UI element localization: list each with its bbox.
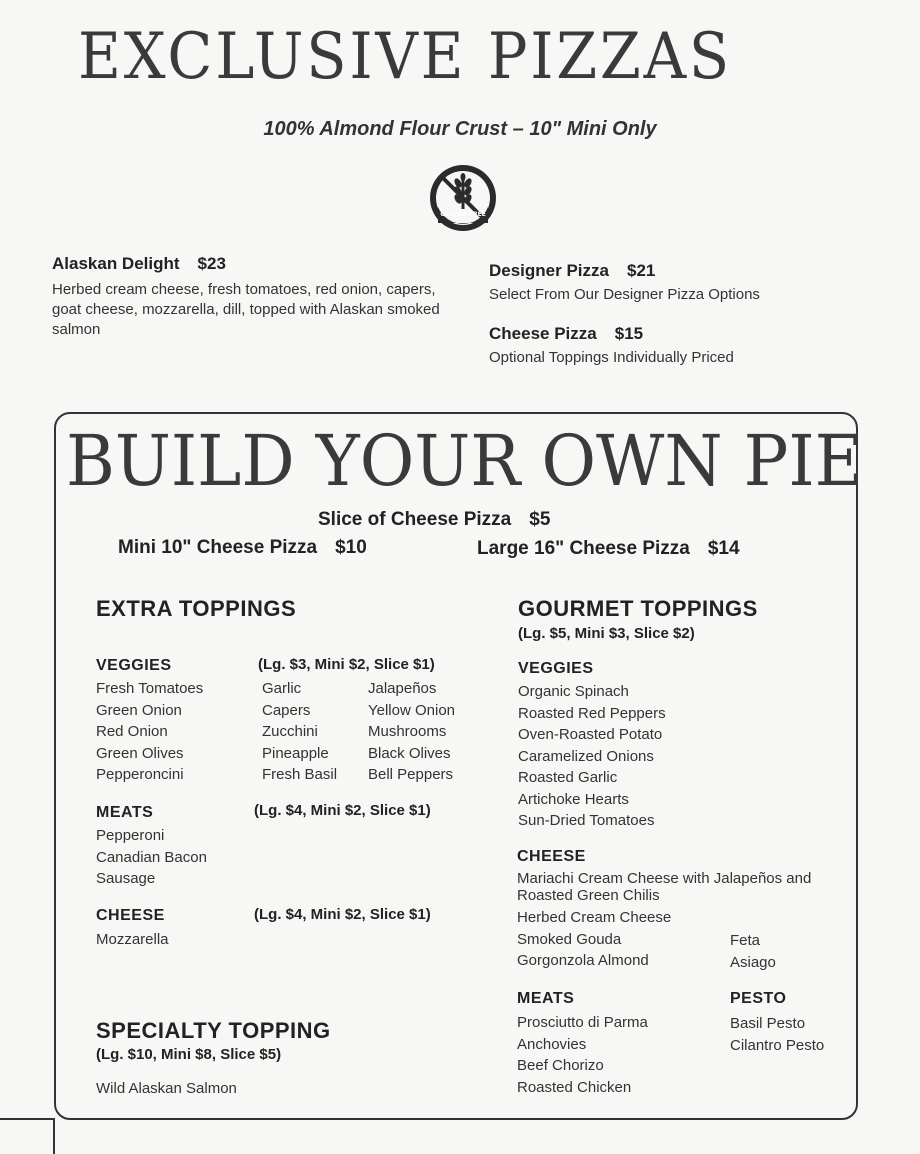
list-item: Zucchini [262,723,318,740]
list-item: Pepperoni [96,827,165,844]
divider [0,1118,54,1120]
item-name: Cheese Pizza [489,324,597,343]
list-item: Green Olives [96,744,184,762]
list-item: Roasted Garlic [518,769,618,786]
item-price: $23 [197,254,226,273]
size-label: Slice of Cheese Pizza [318,509,512,530]
wheat-crossed-icon [428,163,498,233]
list-item: Bell Peppers [368,766,454,783]
crust-subtitle: 100% Almond Flour Crust – 10" Mini Only [263,118,657,140]
list-item: Caramelized Onions [518,747,654,765]
list-item: Red Onion [96,723,168,740]
size-price: $14 [707,538,740,559]
list-item: Sun-Dried Tomatoes [518,812,655,829]
pesto-list [730,1013,824,1056]
pesto-heading: PESTO [730,990,787,1007]
item-description: Herbed cream cheese, fresh tomatoes, red onion, capers, goat cheese, mozzarella, dill, topped with Alaskan smoked salmon [52,281,440,338]
size-large [477,538,740,560]
list-item: Pineapple [262,744,329,762]
list-item: Prosciutto di Parma [517,1014,648,1031]
veggies-list-col3 [368,678,455,786]
cheese-price: (Lg. $4, Mini $2, Slice $1) [254,906,431,923]
list-item: Roasted Chicken [517,1078,632,1096]
section-title: BUILD YOUR OWN PIE [66,420,864,502]
item-price: $21 [627,261,656,280]
list-item: Artichoke Hearts [518,790,629,808]
gourmet-toppings-heading: GOURMET TOPPINGS [518,596,758,621]
veggies-heading: VEGGIES [96,657,172,674]
list-item: Pepperoncini [96,766,184,783]
list-item: Feta [730,932,761,949]
list-item: Smoked Gouda [517,930,622,948]
list-item: Asiago [730,953,776,971]
divider [53,1118,55,1154]
list-item: Green Onion [96,701,182,719]
item-name: Designer Pizza [489,261,609,280]
menu-item-cheese-pizza [489,324,643,344]
list-item: Beef Chorizo [517,1057,604,1074]
list-item: Gorgonzola Almond [517,952,649,969]
list-item: Basil Pesto [730,1015,806,1032]
size-slice [318,509,550,531]
size-label: Mini 10" Cheese Pizza [118,537,318,558]
cheese-list [96,929,169,951]
gourmet-meats-list [517,1012,648,1098]
meats-heading: MEATS [96,804,154,821]
size-price: $5 [529,509,551,530]
list-item: Black Olives [368,744,451,762]
list-item: Mariachi Cream Cheese with Jalapeños and Roasted Green Chilis [517,870,812,904]
gourmet-veggies-heading: VEGGIES [518,660,594,677]
size-label: Large 16" Cheese Pizza [477,538,690,559]
gourmet-veggies-list [518,681,666,832]
gourmet-price: (Lg. $5, Mini $3, Slice $2) [518,625,695,642]
veggies-list-col2 [262,678,337,786]
page-title: EXCLUSIVE PIZZAS [78,20,732,94]
list-item: Roasted Red Peppers [518,704,666,722]
veggies-price: (Lg. $3, Mini $2, Slice $1) [258,656,435,673]
size-mini [118,537,367,559]
list-item: Mushrooms [368,723,447,740]
veggies-list-col1 [96,678,203,786]
gourmet-cheese-list-col2 [730,930,776,973]
item-description: Select From Our Designer Pizza Options [489,286,760,303]
list-item: Herbed Cream Cheese [517,909,672,926]
item-name: Alaskan Delight [52,254,180,273]
list-item: Oven-Roasted Potato [518,726,663,743]
list-item: Canadian Bacon [96,848,207,866]
cheese-heading: CHEESE [96,907,165,924]
specialty-price: (Lg. $10, Mini $8, Slice $5) [96,1046,282,1063]
gluten-free-label: GLUTEN FREE [440,211,486,218]
list-item: Sausage [96,870,156,887]
list-item: Anchovies [517,1035,587,1053]
list-item: Garlic [262,680,302,697]
list-item: Mozzarella [96,931,169,948]
specialty-topping-heading: SPECIALTY TOPPING [96,1018,331,1043]
item-price: $15 [614,324,644,343]
meats-list [96,825,207,890]
specialty-list [96,1078,237,1100]
menu-item-alaskan-delight [52,254,226,274]
list-item: Wild Alaskan Salmon [96,1080,237,1097]
menu-item-designer-pizza [489,261,655,281]
gourmet-meats-heading: MEATS [517,990,575,1007]
list-item: Capers [262,701,311,719]
list-item: Yellow Onion [368,701,456,719]
size-price: $10 [335,537,367,558]
gourmet-cheese-list-col1 [517,907,671,972]
meats-price: (Lg. $4, Mini $2, Slice $1) [254,802,431,819]
item-description: Optional Toppings Individually Priced [489,349,734,366]
list-item: Fresh Tomatoes [96,680,204,697]
gluten-free-icon [428,163,498,233]
gourmet-cheese-heading: CHEESE [517,848,586,865]
extra-toppings-heading: EXTRA TOPPINGS [96,596,297,621]
list-item: Cilantro Pesto [730,1036,825,1054]
list-item: Jalapeños [368,680,437,697]
list-item: Fresh Basil [262,766,338,783]
list-item: Organic Spinach [518,683,629,700]
